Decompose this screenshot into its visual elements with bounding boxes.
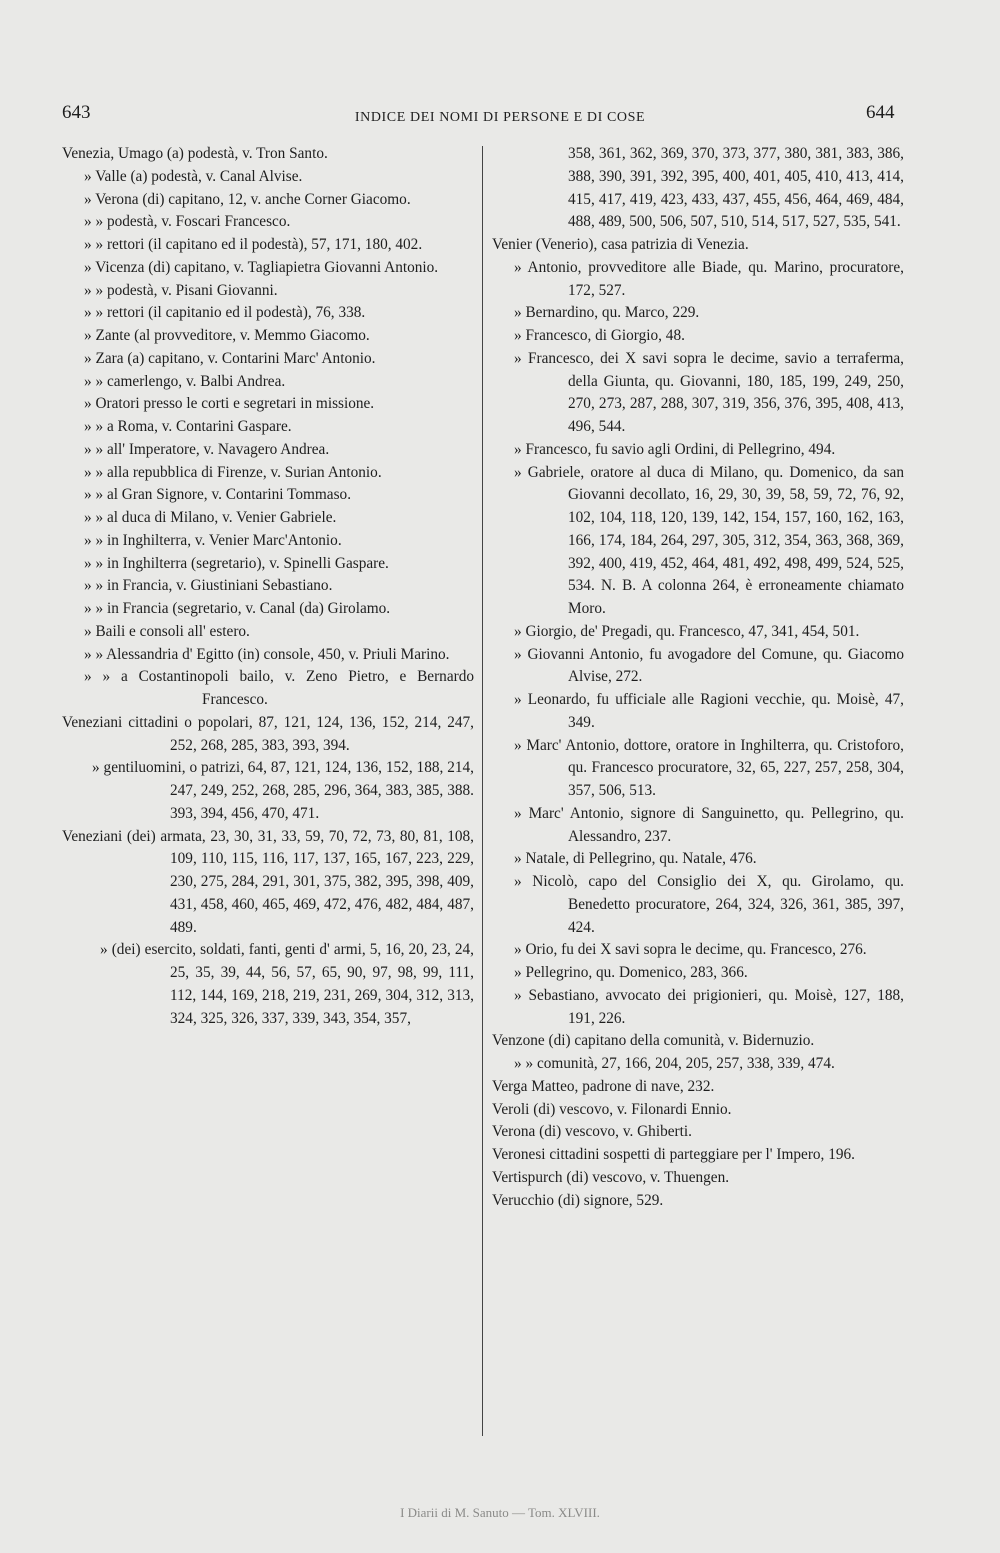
index-entry: » Bernardino, qu. Marco, 229. xyxy=(514,304,700,322)
index-entry: » Marc' Antonio, signore di Sanguinetto, qu. Pellegrino, qu. Alessandro, 237. xyxy=(514,804,904,845)
index-entry: » Zante (al provveditore, v. Memmo Giacomo. xyxy=(84,327,370,344)
index-entry: » » in Inghilterra (segretario), v. Spinelli Gaspare. xyxy=(84,554,389,572)
index-entry: Verona (di) vescovo, v. Ghiberti. xyxy=(492,1123,692,1141)
running-title: INDICE DEI NOMI DI PERSONE E DI COSE xyxy=(354,110,646,125)
index-entry: » » podestà, v. Foscari Francesco. xyxy=(84,213,291,231)
index-entry: » » a Costantinopoli bailo, v. Zeno Pietro, e Bernardo Francesco. xyxy=(84,668,474,708)
index-entry: » » rettori (il capitano ed il podestà), 57, 171, 180, 402. xyxy=(84,236,423,253)
index-entry: » gentiluomini, o patrizi, 64, 87, 121, 124, 136, 152, 188, 214, 247, 249, 252, 268, 285, 296, 364, 383, 385, 388. 393, 394, 456, 470, 471. xyxy=(92,759,474,822)
index-entry: » » camerlengo, v. Balbi Andrea. xyxy=(84,372,286,390)
index-entry: » Vicenza (di) capitano, v. Tagliapietra Giovanni Antonio. xyxy=(84,258,439,276)
index-entry: » Antonio, provveditore alle Biade, qu. Marino, procuratore, 172, 527. xyxy=(514,258,904,299)
index-entry: » » in Francia, v. Giustiniani Sebastiano. xyxy=(84,577,333,595)
index-entry: » Francesco, fu savio agli Ordini, di Pellegrino, 494. xyxy=(514,440,836,458)
page-number-left: 643 xyxy=(62,102,91,123)
index-entry: Venzone (di) capitano della comunità, v. Bidernuzio. xyxy=(492,1032,815,1050)
index-entry: » » podestà, v. Pisani Giovanni. xyxy=(84,281,278,299)
index-entry: » » al Gran Signore, v. Contarini Tommaso. xyxy=(84,486,352,504)
index-column-right xyxy=(492,143,904,1212)
index-entry: Vertispurch (di) vescovo, v. Thuengen. xyxy=(492,1168,730,1186)
index-entry: » Sebastiano, avvocato dei prigionieri, qu. Moisè, 127, 188, 191, 226. xyxy=(514,986,904,1027)
index-entry: » Natale, di Pellegrino, qu. Natale, 476. xyxy=(514,850,757,868)
index-column-left xyxy=(62,143,474,1030)
index-entry: » » comunità, 27, 166, 204, 205, 257, 338, 339, 474. xyxy=(514,1055,835,1072)
index-entry: » Orio, fu dei X savi sopra le decime, qu. Francesco, 276. xyxy=(514,941,867,959)
index-entry: » Leonardo, fu ufficiale alle Ragioni vecchie, qu. Moisè, 47, 349. xyxy=(514,691,904,731)
index-entry: » » a Roma, v. Contarini Gaspare. xyxy=(84,418,292,435)
index-entry: » » all' Imperatore, v. Navagero Andrea. xyxy=(84,440,330,458)
index-entry: Veneziani cittadini o popolari, 87, 121, 124, 136, 152, 214, 247, 252, 268, 285, 383, 393, 394. xyxy=(62,713,474,754)
index-entry: Veneziani (dei) armata, 23, 30, 31, 33, 59, 70, 72, 73, 80, 81, 108, 109, 110, 115, 116, 117, 137, 165, 167, 223, 229, 230, 275, 284, 291, 301, 375, 382, 395, 398, 409, 431, 458, 460, 465, 469, 472, 476, 482, 484, 487, 489. xyxy=(62,827,474,936)
column-rule xyxy=(482,146,483,1436)
footer-signature: I Diarii di M. Sanuto — Tom. XLVIII. xyxy=(400,1505,600,1520)
index-entry: » » Alessandria d' Egitto (in) console, 450, v. Priuli Marino. xyxy=(84,645,450,663)
index-entry: Veronesi cittadini sospetti di parteggiare per l' Impero, 196. xyxy=(492,1146,855,1163)
index-entry: Venezia, Umago (a) podestà, v. Tron Santo. xyxy=(62,145,328,162)
index-entry: » Gabriele, oratore al duca di Milano, qu. Domenico, da san Giovanni decollato, 16, 29, 30, 39, 58, 59, 72, 76, 92, 102, 104, 118, 120, 139, 142, 154, 157, 160, 162, 163, 166, 174, 184, 264, 297, 305, 312, 354, 363, 368, 369, 392, 400, 419, 452, 464, 481, 492, 498, 499, 524, 525, 534. N. B. A colonna 264, è erroneamente chiamato Moro. xyxy=(514,463,904,617)
index-entry: » Verona (di) capitano, 12, v. anche Corner Giacomo. xyxy=(84,190,411,208)
index-entry: » Giorgio, de' Pregadi, qu. Francesco, 47, 341, 454, 501. xyxy=(514,622,860,640)
index-entry: » Pellegrino, qu. Domenico, 283, 366. xyxy=(514,964,748,981)
index-entry: » » in Francia (segretario, v. Canal (da) Girolamo. xyxy=(84,600,391,617)
index-entry: » Baili e consoli all' estero. xyxy=(84,622,250,640)
index-entry: » » alla repubblica di Firenze, v. Surian Antonio. xyxy=(84,463,382,481)
index-entry: » Francesco, dei X savi sopra le decime, savio a terraferma, della Giunta, qu. Giovanni, 180, 185, 199, 249, 250, 270, 273, 287, 288, 307, 319, 356, 376, 395, 408, 413, 496, 544. xyxy=(514,349,904,435)
index-entry: Verucchio (di) signore, 529. xyxy=(492,1191,664,1209)
index-entry: Veroli (di) vescovo, v. Filonardi Ennio. xyxy=(492,1100,732,1118)
index-entry: » » al duca di Milano, v. Venier Gabriele. xyxy=(84,509,337,526)
index-entry: » Francesco, di Giorgio, 48. xyxy=(514,327,685,344)
index-entry: 358, 361, 362, 369, 370, 373, 377, 380, 381, 383, 386, 388, 390, 391, 392, 395, 400, 401, 405, 410, 413, 414, 415, 417, 419, 423, 433, 437, 455, 456, 464, 469, 484, 488, 489, 500, 506, 507, 510, 514, 517, 527, 535, 541. xyxy=(568,145,904,231)
index-entry: » » rettori (il capitanio ed il podestà), 76, 338. xyxy=(84,304,366,322)
index-entry: » » in Inghilterra, v. Venier Marc'Antonio. xyxy=(84,531,342,549)
index-entry: » Valle (a) podestà, v. Canal Alvise. xyxy=(84,167,303,185)
index-entry: » Oratori presso le corti e segretari in missione. xyxy=(84,395,375,413)
index-entry: » Nicolò, capo del Consiglio dei X, qu. Girolamo, qu. Benedetto procuratore, 264, 324, 326, 361, 385, 397, 424. xyxy=(514,873,904,936)
index-entry: » Marc' Antonio, dottore, oratore in Inghilterra, qu. Cristoforo, qu. Francesco procuratore, 32, 65, 227, 257, 258, 304, 357, 506, 513. xyxy=(514,736,904,799)
index-entry: » Giovanni Antonio, fu avogadore del Comune, qu. Giacomo Alvise, 272. xyxy=(514,645,904,686)
index-entry: Venier (Venerio), casa patrizia di Venezia. xyxy=(492,236,749,253)
index-entry: » Zara (a) capitano, v. Contarini Marc' Antonio. xyxy=(84,349,376,367)
index-entry: » (dei) esercito, soldati, fanti, genti d' armi, 5, 16, 20, 23, 24, 25, 35, 39, 44, 56, 57, 65, 90, 97, 98, 99, 111, 112, 144, 169, 218, 219, 231, 269, 304, 312, 313, 324, 325, 326, 337, 339, 343, 354, 357, xyxy=(100,941,474,1027)
index-entry: Verga Matteo, padrone di nave, 232. xyxy=(492,1077,715,1095)
page-number-right: 644 xyxy=(866,102,895,123)
